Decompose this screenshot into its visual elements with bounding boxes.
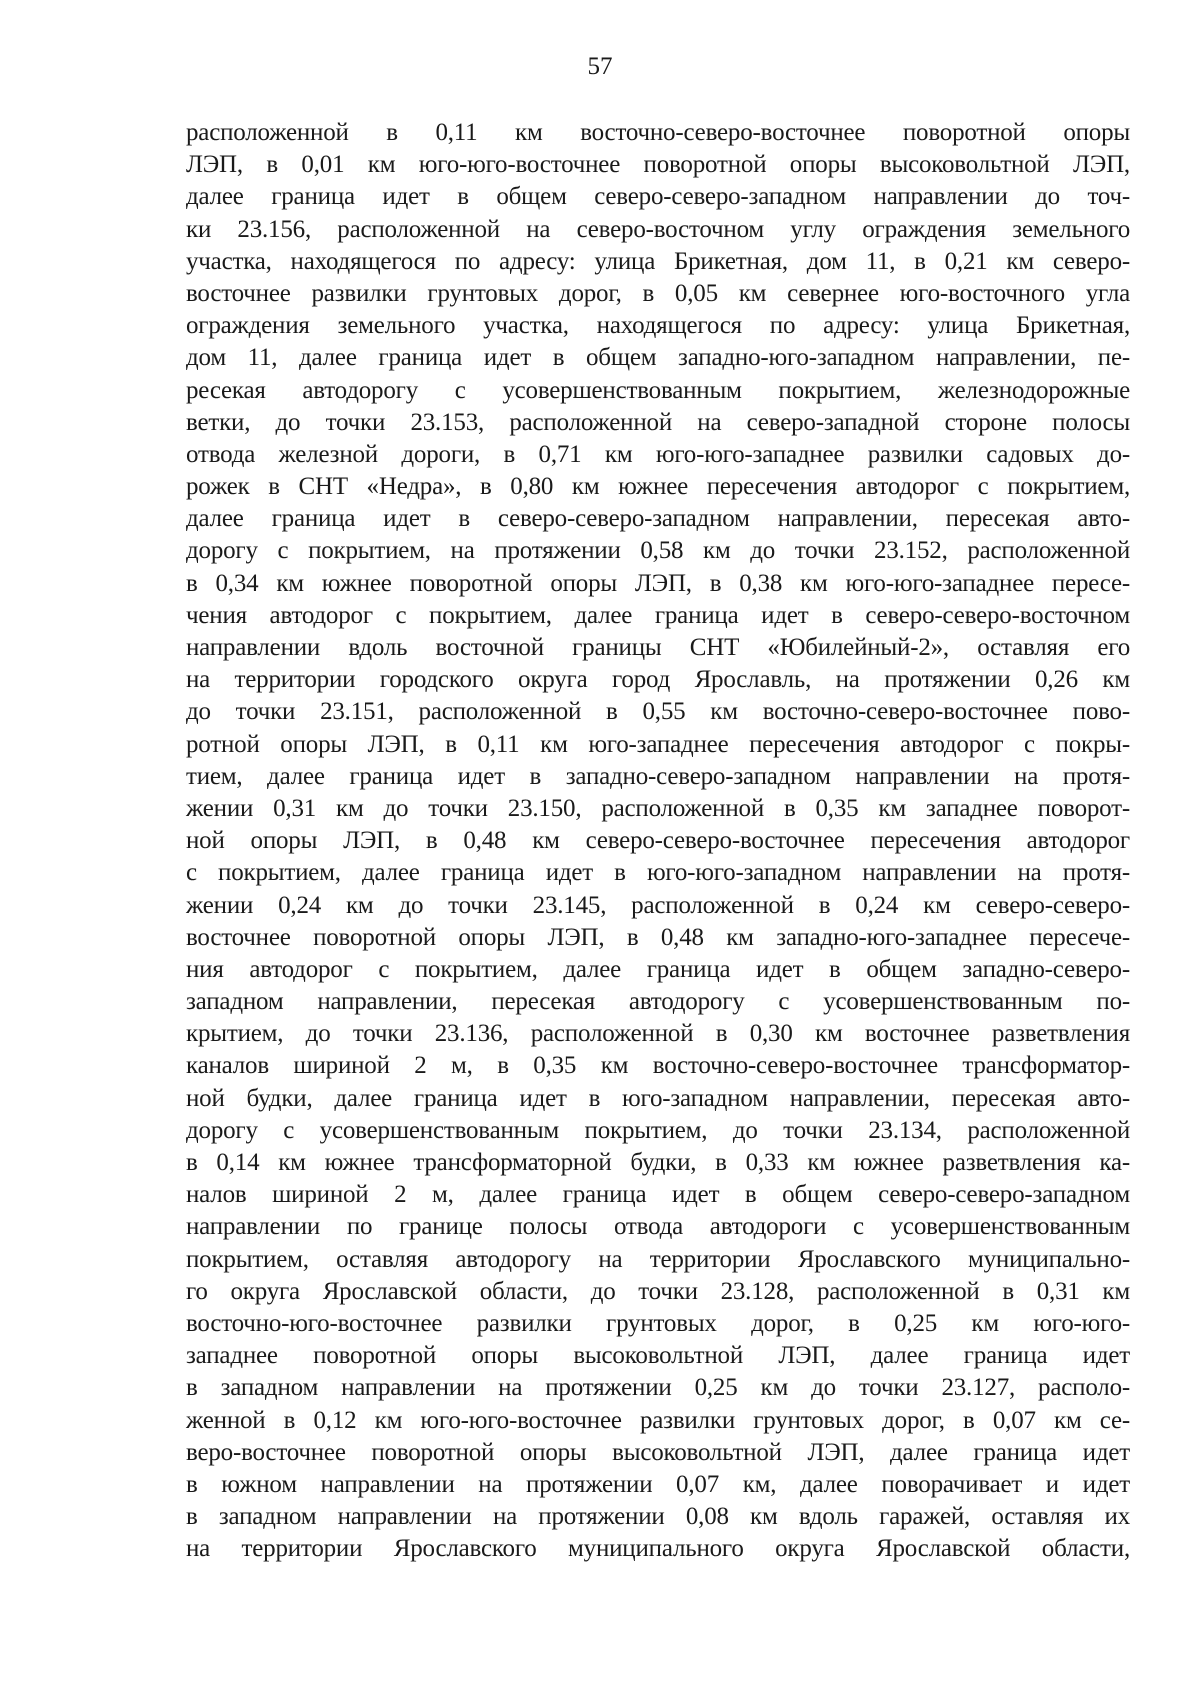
text-line: ки 23.156, расположенной на северо-восточном углу ограждения земельного xyxy=(186,215,1130,243)
text-line: в западном направлении на протяжении 0,25 км до точки 23.127, располо- xyxy=(186,1374,1130,1402)
text-line: западнее поворотной опоры высоковольтной ЛЭП, далее граница идет xyxy=(186,1342,1130,1370)
text-line: восточнее поворотной опоры ЛЭП, в 0,48 км западно-юго-западнее пересече- xyxy=(186,923,1130,951)
text-line: ной опоры ЛЭП, в 0,48 км северо-северо-восточнее пересечения автодорог xyxy=(186,827,1130,855)
text-line: на территории городского округа город Ярославль, на протяжении 0,26 км xyxy=(186,666,1130,694)
text-line: жении 0,31 км до точки 23.150, расположенной в 0,35 км западнее поворот- xyxy=(186,794,1130,822)
text-line: восточнее развилки грунтовых дорог, в 0,05 км севернее юго-восточного угла xyxy=(186,279,1130,307)
text-line: ветки, до точки 23.153, расположенной на северо-западной стороне полосы xyxy=(186,408,1130,436)
text-line: ной будки, далее граница идет в юго-западном направлении, пересекая авто- xyxy=(186,1084,1130,1112)
text-line: ЛЭП, в 0,01 км юго-юго-восточнее поворотной опоры высоковольтной ЛЭП, xyxy=(186,151,1130,179)
text-line: тием, далее граница идет в западно-северо-западном направлении на протя- xyxy=(186,762,1130,790)
text-line: каналов шириной 2 м, в 0,35 км восточно-северо-восточнее трансформатор- xyxy=(186,1052,1130,1080)
text-line: направлении по границе полосы отвода автодороги с усовершенствованным xyxy=(186,1213,1130,1241)
text-line: ресекая автодорогу с усовершенствованным покрытием, железнодорожные xyxy=(186,376,1130,404)
text-line: го округа Ярославской области, до точки 23.128, расположенной в 0,31 км xyxy=(186,1277,1130,1305)
text-line: крытием, до точки 23.136, расположенной в 0,30 км восточнее разветвления xyxy=(186,1020,1130,1048)
text-line: дорогу с усовершенствованным покрытием, до точки 23.134, расположенной xyxy=(186,1116,1130,1144)
text-line: в южном направлении на протяжении 0,07 км, далее поворачивает и идет xyxy=(186,1470,1130,1498)
text-line: дорогу с покрытием, на протяжении 0,58 км до точки 23.152, расположенной xyxy=(186,537,1130,565)
text-line: до точки 23.151, расположенной в 0,55 км восточно-северо-восточнее пово- xyxy=(186,698,1130,726)
text-line: ограждения земельного участка, находящегося по адресу: улица Брикетная, xyxy=(186,312,1130,340)
page-number: 57 xyxy=(587,53,613,80)
document-body xyxy=(186,117,1130,1565)
text-line: женной в 0,12 км юго-юго-восточнее развилки грунтовых дорог, в 0,07 км се- xyxy=(186,1406,1130,1434)
text-line: чения автодорог с покрытием, далее граница идет в северо-северо-восточном xyxy=(186,601,1130,629)
text-line: расположенной в 0,11 км восточно-северо-восточнее поворотной опоры xyxy=(186,119,1130,146)
text-line: отвода железной дороги, в 0,71 км юго-юго-западнее развилки садовых до- xyxy=(186,440,1130,468)
text-line: на территории Ярославского муниципального округа Ярославской области, xyxy=(186,1535,1130,1563)
text-line: участка, находящегося по адресу: улица Брикетная, дом 11, в 0,21 км северо- xyxy=(186,247,1130,275)
text-line: в западном направлении на протяжении 0,08 км вдоль гаражей, оставляя их xyxy=(186,1503,1130,1531)
text-line: дом 11, далее граница идет в общем западно-юго-западном направлении, пе- xyxy=(186,344,1130,372)
text-line: западном направлении, пересекая автодорогу с усовершенствованным по- xyxy=(186,988,1130,1016)
text-line: жении 0,24 км до точки 23.145, расположенной в 0,24 км северо-северо- xyxy=(186,891,1130,919)
text-line: в 0,34 км южнее поворотной опоры ЛЭП, в 0,38 км юго-юго-западнее пересе- xyxy=(186,569,1130,597)
text-line: направлении вдоль восточной границы СНТ «Юбилейный-2», оставляя его xyxy=(186,634,1130,661)
text-line: веро-восточнее поворотной опоры высоковольтной ЛЭП, далее граница идет xyxy=(186,1438,1130,1466)
text-line: ния автодорог с покрытием, далее граница идет в общем западно-северо- xyxy=(186,955,1130,983)
text-line: рожек в СНТ «Недра», в 0,80 км южнее пересечения автодорог с покрытием, xyxy=(186,473,1130,501)
text-line: налов шириной 2 м, далее граница идет в общем северо-северо-западном xyxy=(186,1181,1130,1209)
text-line: в 0,14 км южнее трансформаторной будки, в 0,33 км южнее разветвления ка- xyxy=(186,1149,1130,1176)
text-line: восточно-юго-восточнее развилки грунтовых дорог, в 0,25 км юго-юго- xyxy=(186,1309,1130,1337)
text-line: ротной опоры ЛЭП, в 0,11 км юго-западнее пересечения автодорог с покры- xyxy=(186,730,1130,758)
text-line: далее граница идет в северо-северо-западном направлении, пересекая авто- xyxy=(186,505,1130,533)
text-line: покрытием, оставляя автодорогу на территории Ярославского муниципально- xyxy=(186,1245,1130,1273)
text-line: с покрытием, далее граница идет в юго-юго-западном направлении на протя- xyxy=(186,859,1130,887)
text-line: далее граница идет в общем северо-северо-западном направлении до точ- xyxy=(186,183,1130,211)
